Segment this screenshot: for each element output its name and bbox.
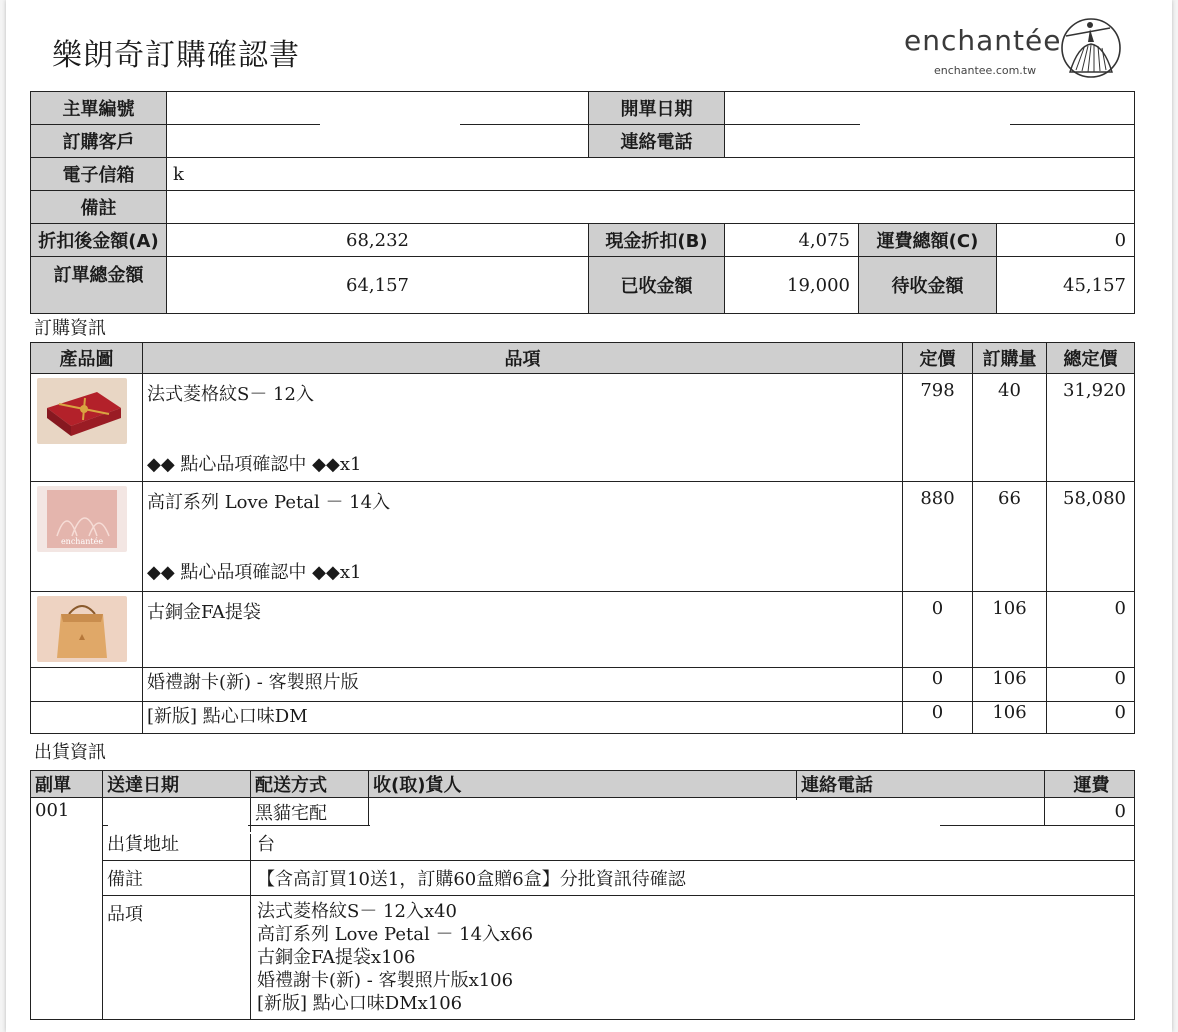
- redaction-mask: [108, 800, 248, 826]
- value-discounted: 68,232: [167, 224, 589, 257]
- item-cell: [143, 482, 903, 592]
- ship-item: [新版] 點心口味DMx106: [257, 993, 463, 1014]
- label-discounted: 折扣後金額(A): [31, 224, 167, 257]
- ship-note-label: 備註: [103, 861, 251, 896]
- shipping-fee: 0: [1045, 798, 1135, 826]
- item-qty: 66: [998, 488, 1021, 509]
- pink-box-image: [37, 486, 127, 552]
- product-thumbnail: [31, 374, 143, 482]
- col-header-qty: 訂購量: [973, 343, 1047, 374]
- item-name: 古銅金FA提袋: [147, 602, 261, 623]
- ship-item: 高訂系列 Love Petal － 14入x66: [257, 924, 534, 945]
- col-header-method: 配送方式: [251, 771, 369, 798]
- item-price: 880: [920, 488, 955, 509]
- product-thumbnail: [31, 592, 143, 668]
- ship-item: 婚禮謝卡(新) - 客製照片版x106: [257, 970, 514, 991]
- item-total: 0: [1047, 668, 1135, 702]
- col-header-receiver: 收(取)貨人: [369, 771, 797, 798]
- ship-items-list: [251, 896, 1135, 1020]
- table-row: [31, 668, 1135, 702]
- col-header-phone: 連絡電話: [797, 771, 1045, 798]
- col-header-price: 定價: [903, 343, 973, 374]
- item-cell: [143, 374, 903, 482]
- ship-item: 古銅金FA提袋x106: [257, 947, 416, 968]
- label-email: 電子信箱: [31, 158, 167, 191]
- value-cash-discount: 4,075: [725, 224, 859, 257]
- item-total: 31,920: [1063, 380, 1126, 401]
- label-shipping: 運費總額(C): [859, 224, 997, 257]
- item-note: ◆◆ 點心品項確認中 ◆◆x1: [147, 454, 362, 475]
- item-name: 婚禮謝卡(新) - 客製照片版: [143, 668, 903, 702]
- item-price: 798: [920, 380, 955, 401]
- redaction-mask: [370, 800, 940, 826]
- col-header-sub: 副單: [31, 771, 103, 798]
- product-thumbnail: [31, 482, 143, 592]
- sub-order-no: 001: [31, 798, 103, 1020]
- col-header-item: 品項: [143, 343, 903, 374]
- table-row: [31, 374, 1135, 482]
- item-qty: 40: [998, 380, 1021, 401]
- label-open-date: 開單日期: [589, 92, 725, 125]
- label-pending: 待收金額: [859, 257, 997, 314]
- address-value: 台: [251, 826, 1135, 861]
- item-note: ◆◆ 點心品項確認中 ◆◆x1: [147, 562, 362, 583]
- item-price: 0: [931, 598, 944, 619]
- col-header-total: 總定價: [1047, 343, 1135, 374]
- table-row: [31, 482, 1135, 592]
- item-name: 高訂系列 Love Petal － 14入: [147, 492, 391, 513]
- redaction-mask: [860, 95, 1010, 155]
- col-header-date: 送達日期: [103, 771, 251, 798]
- value-total: 64,157: [167, 257, 589, 314]
- item-qty: 106: [973, 702, 1047, 734]
- item-qty: 106: [973, 668, 1047, 702]
- ship-note-value: 【含高訂買10送1，訂購60盒贈6盒】分批資訊待確認: [251, 861, 1135, 896]
- label-cash-discount: 現金折扣(B): [589, 224, 725, 257]
- value-shipping: 0: [997, 224, 1135, 257]
- value-pending: 45,157: [997, 257, 1135, 314]
- label-customer: 訂購客戶: [31, 125, 167, 158]
- label-note: 備註: [31, 191, 167, 224]
- label-phone: 連絡電話: [589, 125, 725, 158]
- item-price: 0: [903, 668, 973, 702]
- order-items-table: [30, 342, 1135, 734]
- red-gift-box-image: [37, 378, 127, 444]
- col-header-fee: 運費: [1045, 771, 1135, 798]
- logo-url: enchantee.com.tw: [934, 64, 1037, 77]
- item-qty: 106: [992, 598, 1027, 619]
- dancer-logo-icon: [1058, 10, 1124, 86]
- redaction-mask: [108, 832, 254, 834]
- address-label: 出貨地址: [103, 826, 251, 861]
- item-name: [新版] 點心口味DM: [143, 702, 903, 734]
- label-total: 訂單總金額: [31, 257, 167, 314]
- section-title-order: 訂購資訊: [34, 318, 106, 339]
- ship-items-label: 品項: [103, 896, 251, 1020]
- brand-logo: [888, 8, 1136, 86]
- value-email: k: [167, 158, 1135, 191]
- table-row: [31, 702, 1135, 734]
- label-received: 已收金額: [589, 257, 725, 314]
- item-name: 法式菱格紋S－ 12入: [147, 384, 314, 405]
- logo-text: enchantée: [904, 24, 1062, 57]
- item-cell: [143, 592, 903, 668]
- value-note: [167, 191, 1135, 224]
- page-title: 樂朗奇訂購確認書: [52, 38, 300, 73]
- item-total: 0: [1114, 598, 1126, 619]
- delivery-method: 黑貓宅配: [251, 798, 369, 826]
- item-price: 0: [903, 702, 973, 734]
- ship-item: 法式菱格紋S－ 12入x40: [257, 901, 458, 922]
- col-header-image: 產品圖: [31, 343, 143, 374]
- item-total: 58,080: [1063, 488, 1126, 509]
- section-title-shipping: 出貨資訊: [34, 742, 106, 763]
- label-order-no: 主單編號: [31, 92, 167, 125]
- table-row: [31, 592, 1135, 668]
- item-total: 0: [1047, 702, 1135, 734]
- redaction-mask: [320, 95, 460, 155]
- value-received: 19,000: [725, 257, 859, 314]
- box-logo-text: enchantée: [60, 537, 104, 546]
- gold-bag-image: [37, 596, 127, 662]
